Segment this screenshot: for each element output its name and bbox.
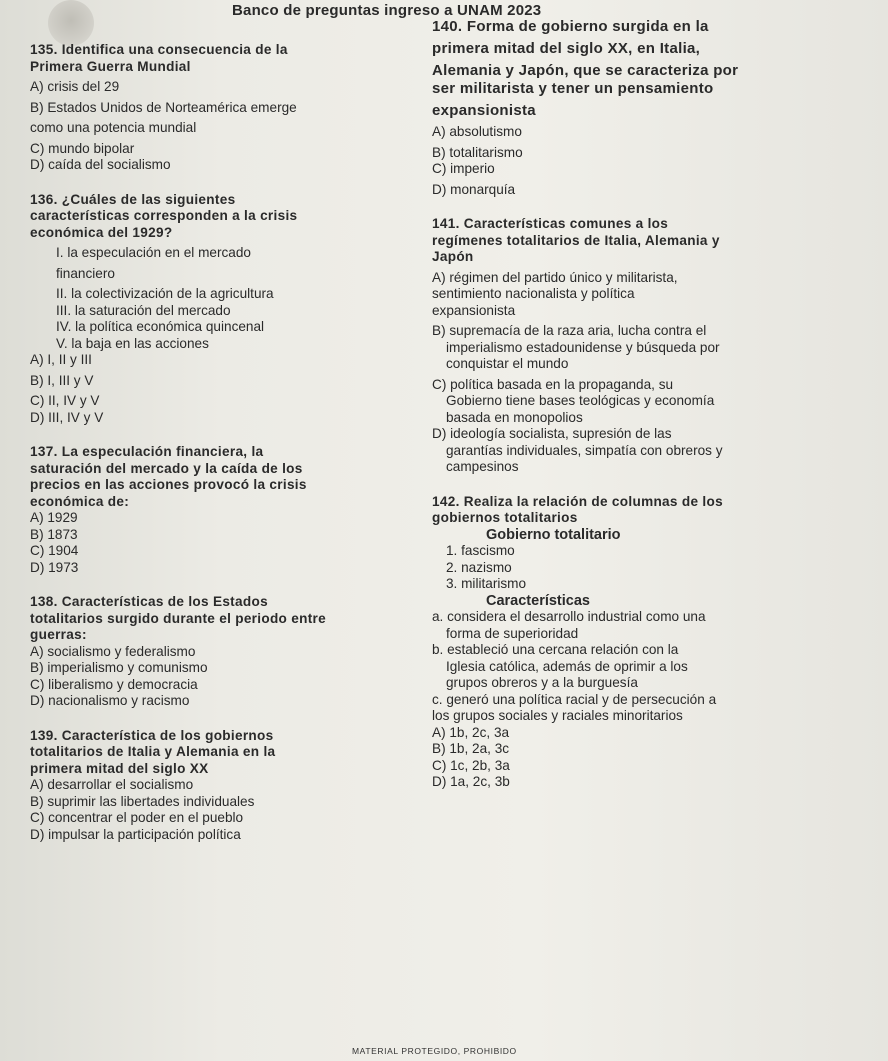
question-140-title-line: Alemania y Japón, que se caracteriza por [432,62,739,79]
statement-item: II. la colectivización de la agricultura [56,286,274,301]
option-c[interactable]: C) II, IV y V [30,393,100,408]
question-140-title-line: expansionista [432,102,536,119]
question-141-title-line: regímenes totalitarios de Italia, Alemania y [432,232,720,248]
option-d[interactable]: D) impulsar la participación política [30,826,241,842]
option-c[interactable]: C) imperio [432,161,495,176]
question-137-title-line: 137. La especulación financiera, la [30,444,264,459]
characteristic-item: c. generó una política racial y de persecución a [432,691,717,707]
option-c[interactable]: C) 1c, 2b, 3a [432,757,510,773]
option-d-continued: campesinos [446,459,519,474]
option-d[interactable]: D) nacionalismo y racismo [30,693,190,708]
statement-item: III. la saturación del mercado [56,302,231,318]
option-d[interactable]: D) 1a, 2c, 3b [432,774,510,789]
question-142 [432,494,877,791]
option-b[interactable]: B) totalitarismo [432,144,523,160]
question-137-title-line: económica de: [30,493,130,509]
statement-item: IV. la política económica quincenal [56,319,265,334]
question-139 [30,728,425,844]
option-b-continued: conquistar el mundo [446,356,569,371]
option-b[interactable]: B) 1873 [30,526,78,542]
option-d[interactable]: D) 1973 [30,559,79,575]
option-a[interactable]: A) 1929 [30,510,78,525]
column-item: 1. fascismo [446,543,515,558]
statement-item-continued: financiero [56,265,115,281]
option-b[interactable]: B) Estados Unidos de Norteamérica emerge [30,99,297,115]
question-139-title-line: primera mitad del siglo XX [30,760,209,776]
option-d-continued: garantías individuales, simpatía con obreros y [446,442,723,458]
option-c[interactable]: C) política basada en la propaganda, su [432,376,674,392]
unam-logo-icon [48,0,94,46]
option-d[interactable]: D) monarquía [432,181,516,197]
option-b[interactable]: B) I, III y V [30,372,94,388]
characteristic-item: b. estableció una cercana relación con la [432,642,679,657]
question-135 [30,42,425,174]
column-heading: Características [486,592,590,609]
statement-item: V. la baja en las acciones [56,335,209,351]
question-142-title-line: 142. Realiza la relación de columnas de los [432,493,723,509]
question-141-title-line: 141. Características comunes a los [432,216,669,231]
question-138-title-line: guerras: [30,627,87,642]
option-a-continued: sentimiento nacionalista y política [432,286,635,301]
left-column [30,42,425,843]
question-139-title-line: totalitarios de Italia y Alemania en la [30,744,276,759]
question-142-title-line: gobiernos totalitarios [432,510,578,525]
option-b[interactable]: B) suprimir las libertades individuales [30,793,255,809]
option-d[interactable]: D) ideología socialista, supresión de las [432,426,672,441]
question-141-title-line: Japón [432,249,474,264]
option-b[interactable]: B) supremacía de la raza aria, lucha contra el [432,323,707,338]
option-c-continued: Gobierno tiene bases teológicas y economía [446,393,715,408]
question-135-title-line: 135. Identifica una consecuencia de la [30,42,288,57]
characteristic-item-continued: los grupos sociales y raciales minoritarios [432,708,683,723]
question-140-title-line: primera mitad del siglo XX, en Italia, [432,40,701,57]
option-c[interactable]: C) concentrar el poder en el pueblo [30,810,244,825]
question-140-title-line: ser militarista y tener un pensamiento [432,80,714,97]
statement-item: I. la especulación en el mercado [56,245,251,260]
option-a[interactable]: A) I, II y III [30,352,92,367]
option-a-continued: expansionista [432,302,516,318]
question-140 [432,18,877,198]
question-138-title-line: totalitarios surgido durante el periodo entre [30,610,326,626]
question-139-title-line: 139. Característica de los gobiernos [30,727,274,743]
question-136 [30,192,425,427]
option-b-continued: como una potencia mundial [30,120,197,135]
characteristic-item: a. considera el desarrollo industrial como una [432,609,706,624]
characteristic-item-continued: Iglesia católica, además de oprimir a los [446,658,688,674]
question-138-title-line: 138. Características de los Estados [30,594,268,609]
option-a[interactable]: A) desarrollar el socialismo [30,777,194,792]
option-a[interactable]: A) socialismo y federalismo [30,643,196,659]
option-b-continued: imperialismo estadounidense y búsqueda por [446,339,720,355]
characteristic-item-continued: grupos obreros y a la burguesía [446,675,638,690]
option-b[interactable]: B) imperialismo y comunismo [30,660,208,675]
column-item: 3. militarismo [446,576,527,591]
option-b[interactable]: B) 1b, 2a, 3c [432,741,510,756]
right-column [432,18,877,791]
copyright-footer: MATERIAL PROTEGIDO, PROHIBIDO [352,1046,517,1056]
question-137 [30,444,425,576]
question-136-title-line: características corresponden a la crisis [30,208,298,223]
option-d[interactable]: D) III, IV y V [30,409,104,425]
page-header: Banco de preguntas ingreso a UNAM 2023 [232,2,542,19]
option-a[interactable]: A) absolutismo [432,124,522,139]
question-136-title-line: 136. ¿Cuáles de las siguientes [30,191,236,207]
characteristic-item-continued: forma de superioridad [446,625,579,641]
option-a[interactable]: A) crisis del 29 [30,79,120,94]
question-141 [432,216,877,476]
column-item: 2. nazismo [446,559,512,575]
option-c[interactable]: C) liberalismo y democracia [30,676,198,692]
question-136-title-line: económica del 1929? [30,224,173,240]
question-135-title-line: Primera Guerra Mundial [30,58,191,74]
option-c[interactable]: C) mundo bipolar [30,140,135,156]
question-137-title-line: precios en las acciones provocó la crisis [30,477,307,492]
question-138 [30,594,425,710]
option-a[interactable]: A) régimen del partido único y militarista, [432,269,678,285]
option-d[interactable]: D) caída del socialismo [30,157,171,172]
option-c[interactable]: C) 1904 [30,543,79,558]
option-c-continued: basada en monopolios [446,409,583,425]
question-140-title-line: 140. Forma de gobierno surgida en la [432,18,709,35]
column-heading: Gobierno totalitario [486,526,621,543]
question-137-title-line: saturación del mercado y la caída de los [30,460,303,476]
option-a[interactable]: A) 1b, 2c, 3a [432,724,510,740]
